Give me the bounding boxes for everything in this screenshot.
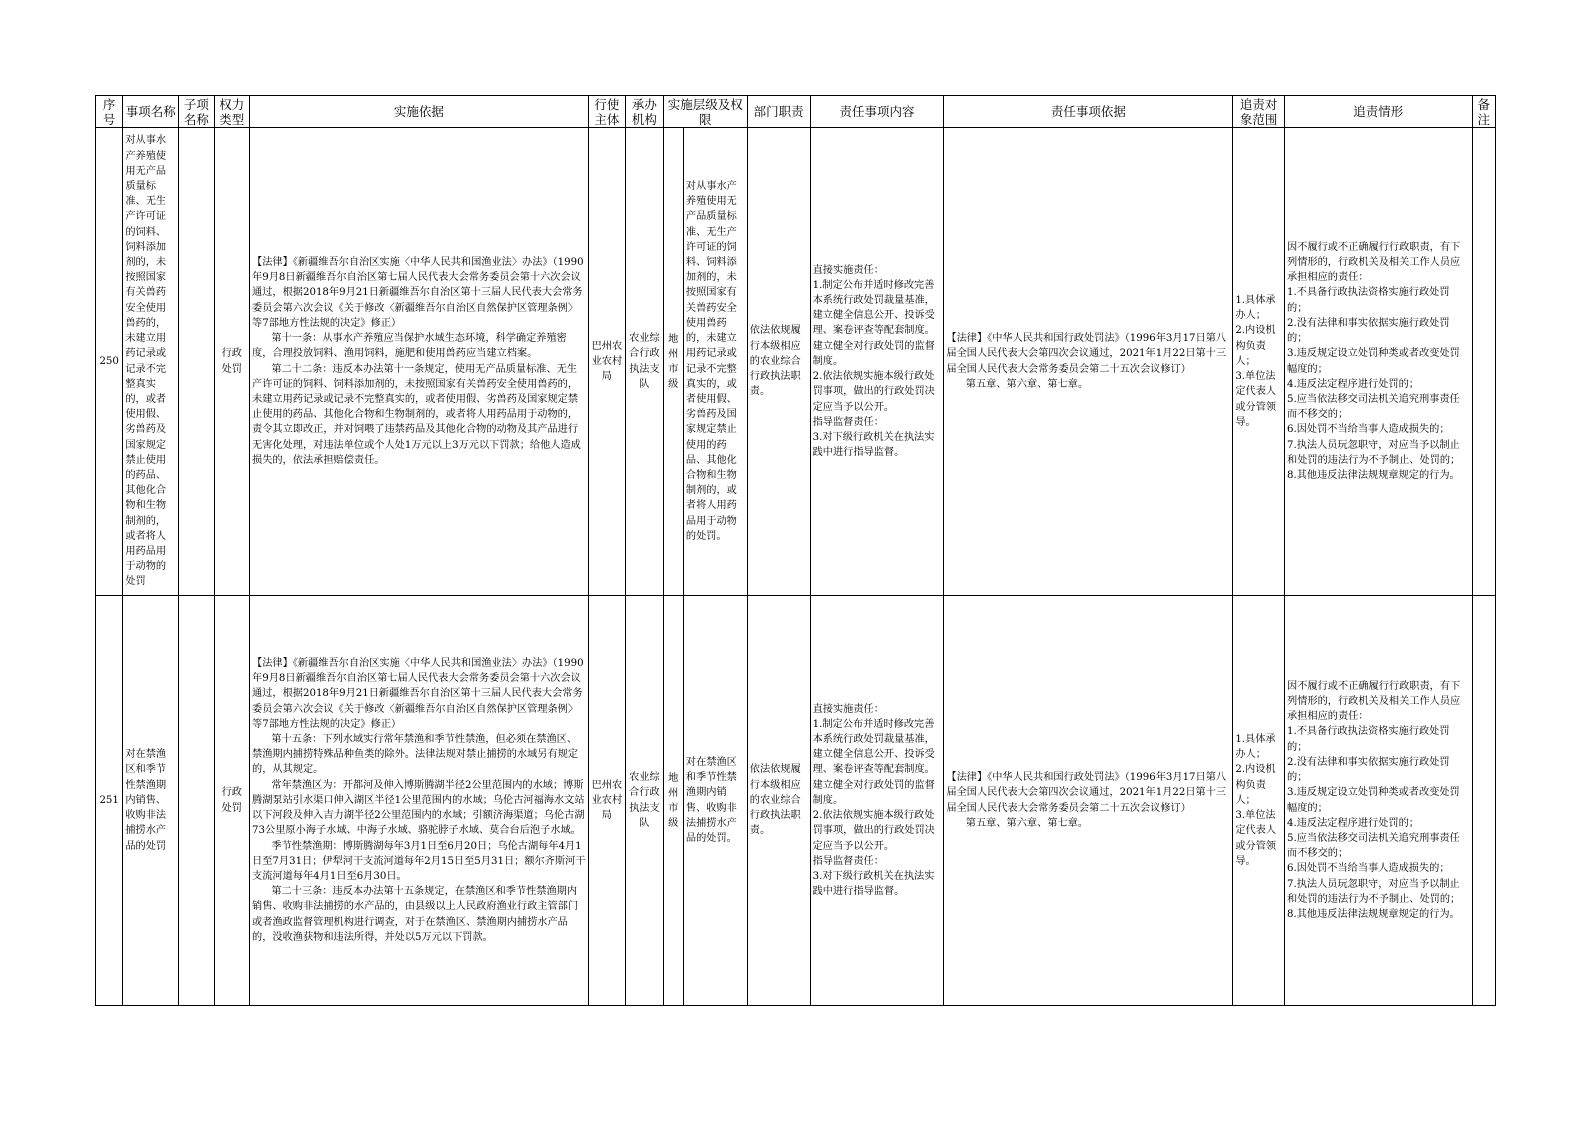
header-level: 实施层级及权限 <box>663 96 747 128</box>
header-row <box>96 96 1496 128</box>
table-row <box>96 596 1496 1006</box>
basis-paragraph: 常年禁渔区为：开都河及伸入博斯腾湖半径2公里范围内的水域；博斯腾湖泵站引水渠口伸入湖区半径1公里范围内的水域；乌伦古河福海水文站以下河段及伸入吉力湖半径2公里范围内的水域；引额济海渠道；乌伦古湖73公里原小海子水域、中海子水域、骆驼脖子水域、莫合台后泡子水域。 <box>252 779 585 837</box>
row-resp-basis <box>944 596 1233 1006</box>
row-agency: 农业综合行政执法支队 <box>626 596 664 1006</box>
row-item-name: 对在禁渔区和季节性禁渔期内销售、收购非法捕捞水产品的处罚 <box>123 596 179 1006</box>
header-remarks: 备注 <box>1472 96 1495 128</box>
row-sub-item <box>179 596 214 1006</box>
basis-paragraph: 【法律】《新疆维吾尔自治区实施〈中华人民共和国渔业法〉办法》（1990年9月8日新疆维吾尔自治区第七届人民代表大会常务委员会第十六次会议通过，根据2018年9月21日新疆维吾尔自治区第十三届人民代表大会常务委员会第六次会议《关于修改〈新疆维吾尔自治区自然保护区管理条例〉等7部地方性法规的决定》修正） <box>252 257 584 329</box>
row-sub-item <box>179 128 214 596</box>
header-basis: 实施依据 <box>250 96 589 128</box>
basis-paragraph: 季节性禁渔期：博斯腾湖每年3月1日至6月20日；乌伦古湖每年4月1日至7月31日；伊犁河干支流河道每年2月15日至5月31日；额尔齐斯河干支流河道每年4月1日至6月30日。 <box>252 840 586 882</box>
row-seq: 251 <box>96 596 123 1006</box>
row-item-name: 对从事水产养殖使用无产品质量标准、无生产许可证的饲料、饲料添加剂的，未按照国家有关兽药安全使用兽药的，未建立用药记录或记录不完整真实的，或者使用假、劣兽药及国家规定禁止使用的药品、其他化合物和生物制剂的，或者将人用药品用于动物的处罚 <box>123 128 179 596</box>
basis-paragraph: 第十一条：从事水产养殖应当保护水域生态环境，科学确定养殖密度，合理投放饲料、渔用饲料，施肥和使用兽药应当建立档案。 <box>252 333 567 360</box>
resp-basis-paragraph: 第五章、第六章、第七章。 <box>965 378 1089 390</box>
header-seq: 序号 <box>96 96 123 128</box>
row-agency: 农业综合行政执法支队 <box>626 128 664 596</box>
header-agency: 承办机构 <box>626 96 664 128</box>
row-remarks <box>1472 596 1495 1006</box>
resp-basis-paragraph: 【法律】《中华人民共和国行政处罚法》（1996年3月17日第八届全国人民代表大会第四次会议通过，2021年1月22日第十三届全国人民代表大会常务委员会第二十五次会议修订） <box>946 772 1227 814</box>
row-level-a <box>663 128 683 596</box>
row-resp-basis <box>944 128 1233 596</box>
header-subject: 行使主体 <box>588 96 626 128</box>
row-resp-content: 直接实施责任： 1.制定公布并适时修改完善本系统行政处罚裁量基准，建立健全信息公开、投诉受理、案卷评查等配套制度。建立健全对行政处罚的监督制度。 2.依法依规实施本级行政处罚事项，做出的行政处罚决定应当予以公开。 指导监督责任： 3.对下级行政机关在执法实践中进行指导监督。 <box>810 596 944 1006</box>
row-subject: 巴州农业农村局 <box>588 596 626 1006</box>
basis-paragraph: 第二十三条：违反本办法第十五条规定，在禁渔区和季节性禁渔期内销售、收购非法捕捞的水产品的，由县级以上人民政府渔业行政主管部门或者渔政监督管理机构进行调查，对于在禁渔区、禁渔期内捕捞水产品的，没收渔获物和违法所得，并处以5万元以下罚款。 <box>252 886 579 943</box>
resp-basis-paragraph: 第五章、第六章、第七章。 <box>965 817 1089 829</box>
header-power-type: 权力类型 <box>214 96 249 128</box>
row-basis <box>250 128 589 596</box>
header-accountability-scope: 追责对象范围 <box>1233 96 1285 128</box>
row-level-b: 对在禁渔区和季节性禁渔期内销售、收购非法捕捞水产品的处罚。 <box>683 596 747 1006</box>
header-dept-duty: 部门职责 <box>747 96 810 128</box>
row-subject: 巴州农业农村局 <box>588 128 626 596</box>
row-level-a <box>663 596 683 1006</box>
basis-paragraph: 【法律】《新疆维吾尔自治区实施〈中华人民共和国渔业法〉办法》（1990年9月8日新疆维吾尔自治区第七届人民代表大会常务委员会第十六次会议通过，根据2018年9月21日新疆维吾尔自治区第十三届人民代表大会常务委员会第六次会议《关于修改〈新疆维吾尔自治区自然保护区管理条例〉等7部地方性法规的决定》修正） <box>252 658 584 730</box>
resp-basis-paragraph: 【法律】《中华人民共和国行政处罚法》（1996年3月17日第八届全国人民代表大会第四次会议通过，2021年1月22日第十三届全国人民代表大会常务委员会第二十五次会议修订） <box>946 333 1227 375</box>
header-item-name: 事项名称 <box>123 96 179 128</box>
row-power-type: 行政处罚 <box>214 596 249 1006</box>
row-power-type: 行政处罚 <box>214 128 249 596</box>
level-a-text: 地州市级 <box>668 333 679 390</box>
level-a-text: 地州市级 <box>668 772 679 829</box>
basis-paragraph: 第二十二条：违反本办法第十一条规定，使用无产品质量标准、无生产许可证的饲料、饲料添加剂的，未按照国家有关兽药安全使用兽药的，未建立用药记录或记录不完整真实的，或者使用假、劣兽药及国家规定禁止使用的药品、其他化合物和生物制剂的，或者将人用药品用于动物的，责令其立即改正，并对饲喂了违禁药品及其他化合物的动物及其产品进行无害化处理，对违法单位或个人处1万元以上3万元以下罚款；给他人造成损失的，依法承担赔偿责任。 <box>252 363 581 466</box>
header-resp-basis: 责任事项依据 <box>944 96 1233 128</box>
power-list-table <box>95 95 1496 1006</box>
header-resp-content: 责任事项内容 <box>810 96 944 128</box>
row-accountability-scope: 1.具体承办人； 2.内设机构负责人； 3.单位法定代表人或分管领导。 <box>1233 596 1285 1006</box>
row-level-b: 对从事水产养殖使用无产品质量标准、无生产许可证的饲料、饲料添加剂的，未按照国家有关兽药安全使用兽药的，未建立用药记录或记录不完整真实的，或者使用假、劣兽药及国家规定禁止使用的药品、其他化合物和生物制剂的，或者将人用药品用于动物的处罚。 <box>683 128 747 596</box>
row-accountability-cases: 因不履行或不正确履行行政职责，有下列情形的，行政机关及相关工作人员应承担相应的责任： 1.不具备行政执法资格实施行政处罚的； 2.没有法律和事实依据实施行政处罚的； 3.违反规定设立处罚种类或者改变处罚幅度的； 4.违反法定程序进行处罚的； 5.应当依法移交司法机关追究刑事责任而不移交的； 6.因处罚不当给当事人造成损失的； 7.执法人员玩忽职守，对应当予以制止和处罚的违法行为不予制止、处罚的； 8.其他违反法律法规规章规定的行为。 <box>1285 128 1473 596</box>
header-sub-item: 子项名称 <box>179 96 214 128</box>
row-remarks <box>1472 128 1495 596</box>
row-dept-duty: 依法依规履行本级相应的农业综合行政执法职责。 <box>747 596 810 1006</box>
row-accountability-scope: 1.具体承办人； 2.内设机构负责人； 3.单位法定代表人或分管领导。 <box>1233 128 1285 596</box>
row-basis <box>250 596 589 1006</box>
basis-paragraph: 第十五条：下列水域实行常年禁渔和季节性禁渔，但必须在禁渔区、禁渔期内捕捞特殊品种鱼类的除外。法律法规对禁止捕捞的水域另有规定的，从其规定。 <box>252 734 579 776</box>
row-resp-content: 直接实施责任： 1.制定公布并适时修改完善本系统行政处罚裁量基准，建立健全信息公开、投诉受理、案卷评查等配套制度。建立健全对行政处罚的监督制度。 2.依法依规实施本级行政处罚事项，做出的行政处罚决定应当予以公开。 指导监督责任： 3.对下级行政机关在执法实践中进行指导监督。 <box>810 128 944 596</box>
row-seq: 250 <box>96 128 123 596</box>
table-row <box>96 128 1496 596</box>
row-accountability-cases: 因不履行或不正确履行行政职责，有下列情形的，行政机关及相关工作人员应承担相应的责任： 1.不具备行政执法资格实施行政处罚的； 2.没有法律和事实依据实施行政处罚的； 3.违反规定设立处罚种类或者改变处罚幅度的； 4.违反法定程序进行处罚的； 5.应当依法移交司法机关追究刑事责任而不移交的； 6.因处罚不当给当事人造成损失的； 7.执法人员玩忽职守，对应当予以制止和处罚的违法行为不予制止、处罚的； 8.其他违反法律法规规章规定的行为。 <box>1285 596 1473 1006</box>
header-accountability-cases: 追责情形 <box>1285 96 1473 128</box>
row-dept-duty: 依法依规履行本级相应的农业综合行政执法职责。 <box>747 128 810 596</box>
